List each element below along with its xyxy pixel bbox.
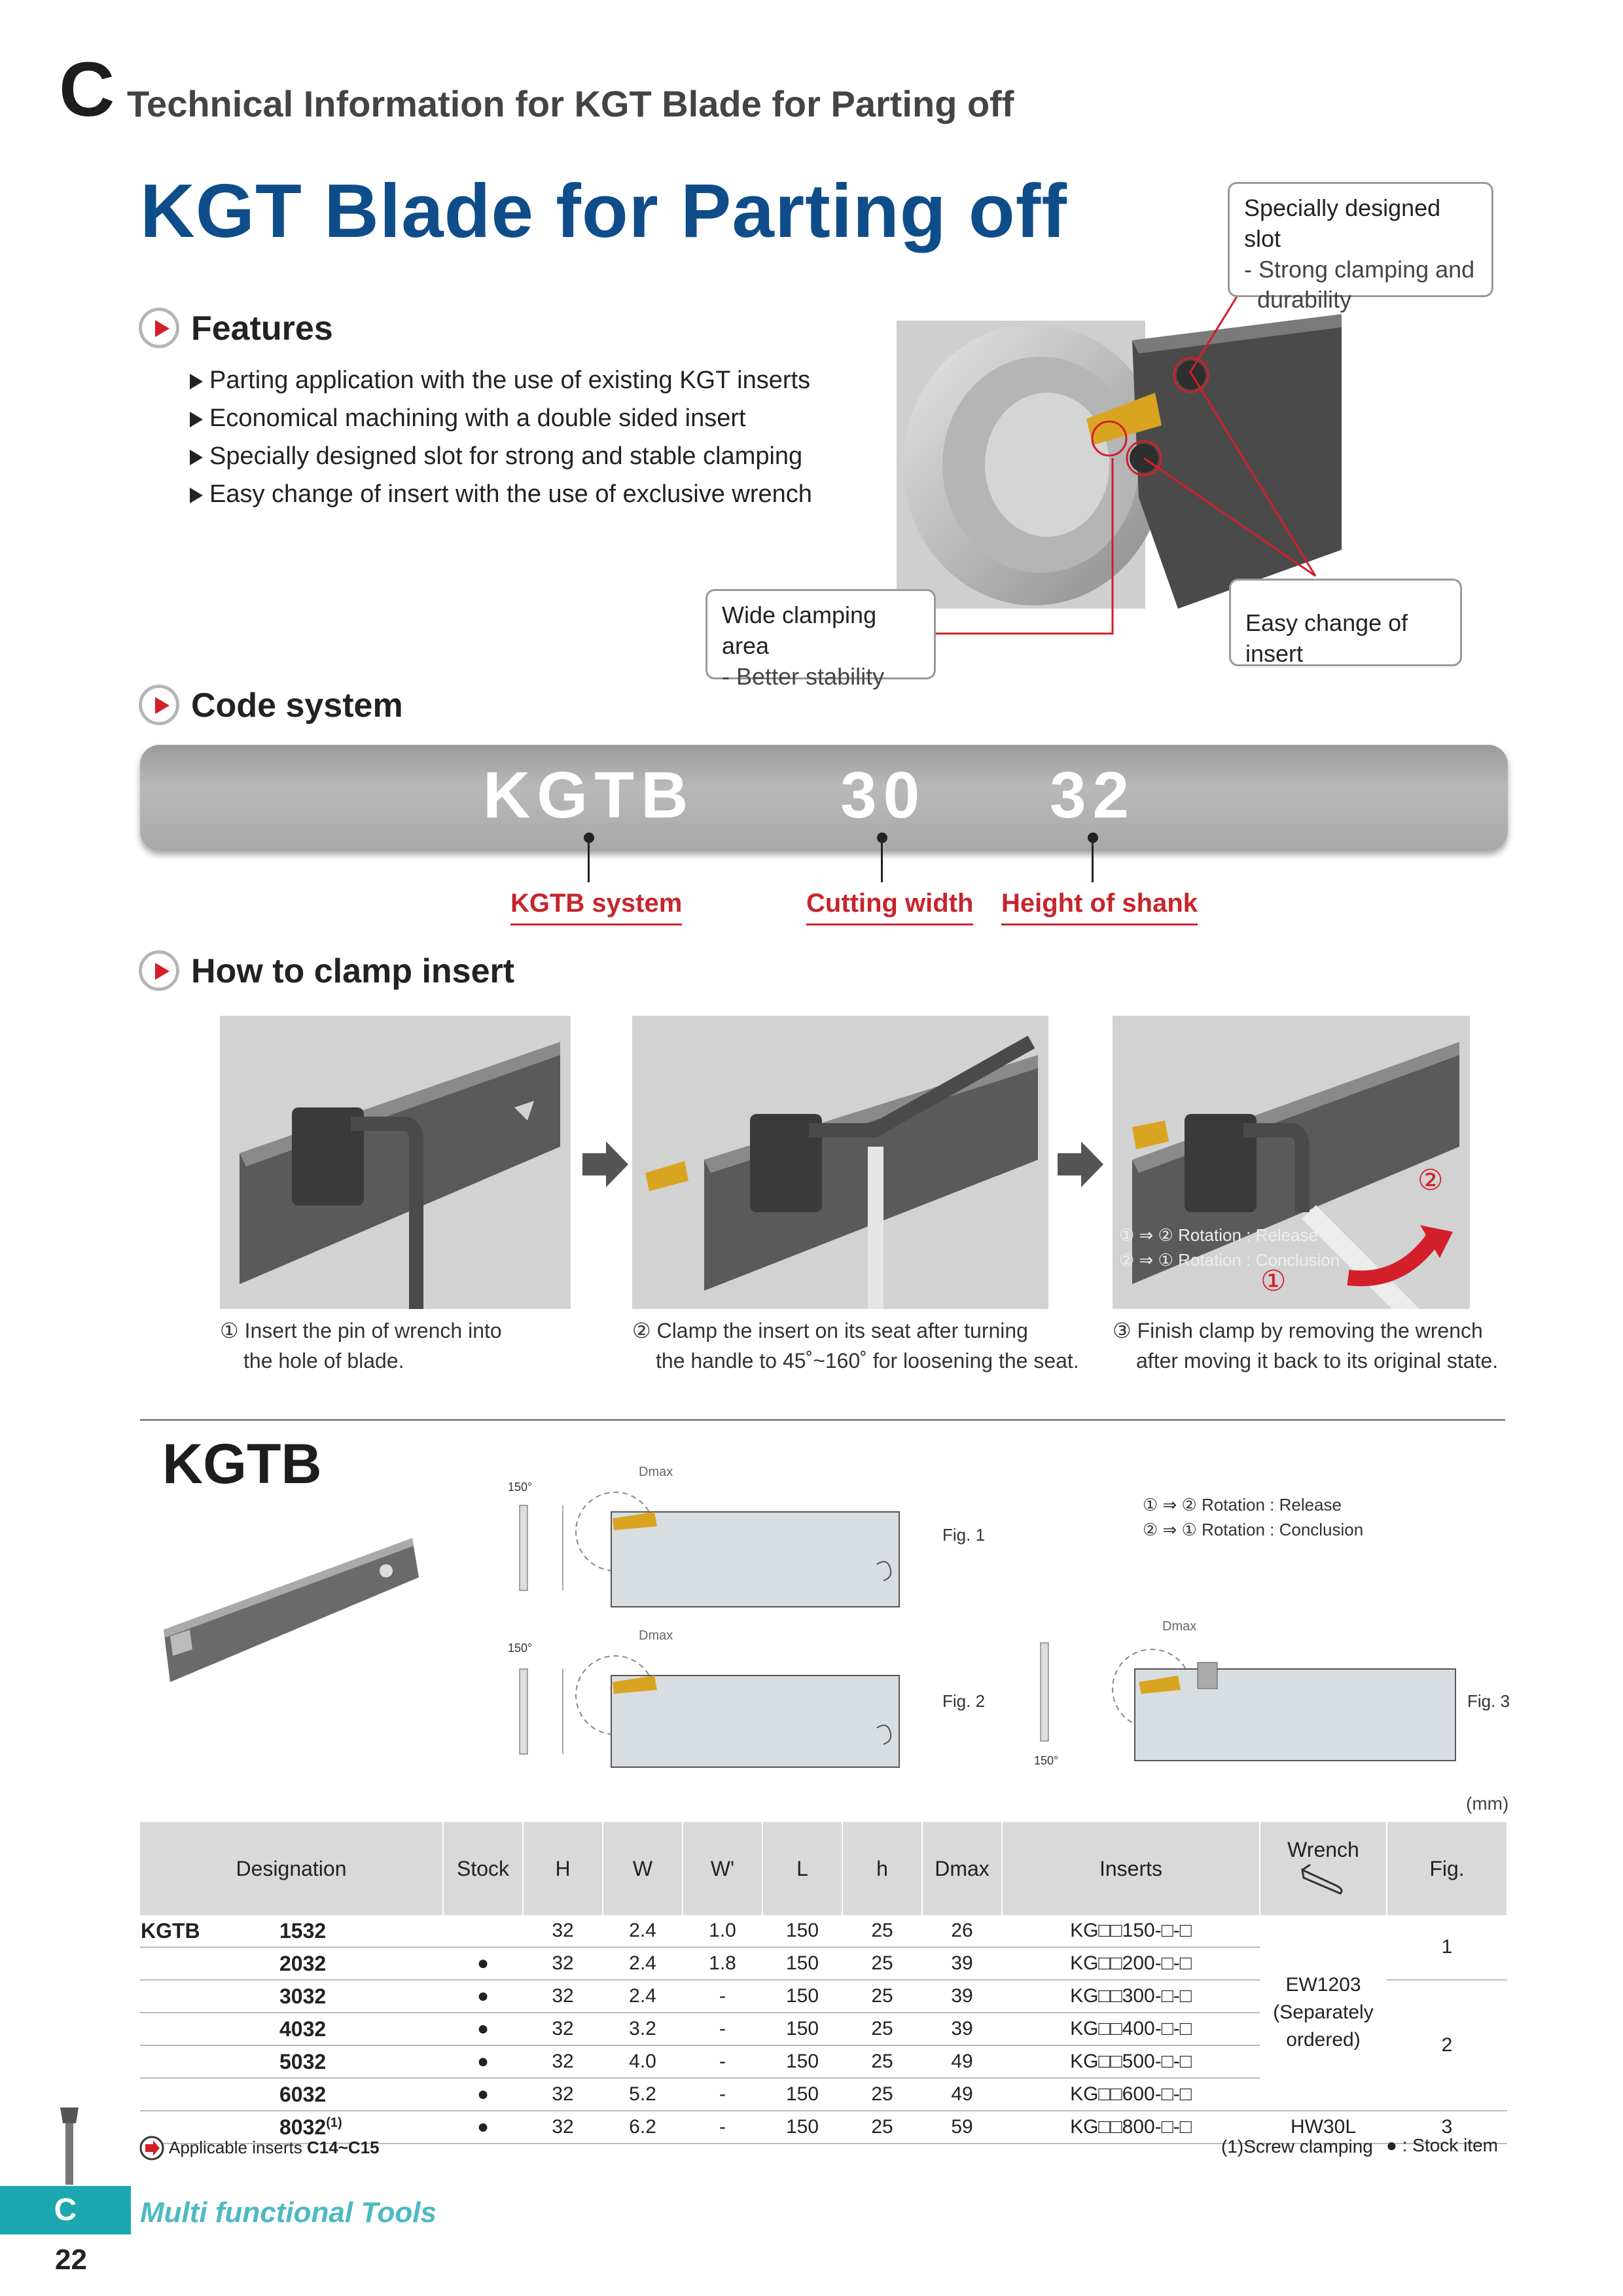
rotation-mark-1: ① [1260, 1265, 1287, 1297]
row-dmax: 49 [922, 2045, 1002, 2078]
row-code: 3032 [279, 1980, 443, 2013]
footer-section-tab[interactable]: C [0, 2186, 131, 2234]
row-W2: 1.8 [683, 1947, 762, 1980]
row-dmax: 39 [922, 1980, 1002, 2013]
kgtb-rotation-release: ① ⇒ ② Rotation : Release [1143, 1495, 1342, 1515]
row-stock: ● [443, 2013, 523, 2045]
col-wrench: Wrench [1260, 1822, 1387, 1915]
col-stock: Stock [443, 1822, 523, 1915]
page-title: KGT Blade for Parting off [140, 168, 1067, 253]
row-h: 25 [842, 1980, 922, 2013]
col-W: W [603, 1822, 683, 1915]
row-code: 8032$^{(1)}$ [279, 2111, 443, 2144]
row-W: 2.4 [603, 1947, 683, 1980]
clamp-heading: How to clamp insert [191, 952, 515, 990]
row-L: 150 [762, 2013, 842, 2045]
features-heading: Features [191, 310, 333, 348]
row-W2: - [683, 2045, 762, 2078]
code-connector [588, 843, 590, 882]
row-stock: ● [443, 2078, 523, 2111]
feature-item: Parting application with the use of existing KGT inserts [190, 367, 810, 395]
row-H: 32 [523, 2078, 603, 2111]
clamp-step-2-caption: ② Clamp the insert on its seat after turning the handle to 45˚~160˚ for loosening the seat. [632, 1319, 1079, 1373]
fig2-dmax: Dmax [639, 1628, 673, 1643]
row-stock [443, 1915, 523, 1947]
fig3-angle: 150° [1034, 1754, 1059, 1767]
row-insert: KG□□200-□-□ [1002, 1947, 1260, 1980]
applicable-inserts-note: Applicable inserts C14~C15 [169, 2138, 380, 2157]
row-code: 4032 [279, 2013, 443, 2045]
code-connector [881, 843, 883, 882]
label-height-of-shank: Height of shank [1001, 889, 1198, 925]
label-cutting-width: Cutting width [806, 889, 973, 925]
kgtb-rotation-conclusion: ② ⇒ ① Rotation : Conclusion [1143, 1520, 1364, 1539]
row-H: 32 [523, 2013, 603, 2045]
row-H: 32 [523, 2045, 603, 2078]
fig-2: 2 [1387, 1980, 1507, 2111]
code-system-heading: Code system [191, 687, 403, 725]
row-insert: KG□□800-□-□ [1002, 2111, 1260, 2144]
row-h: 25 [842, 2045, 922, 2078]
wrench-icon [1297, 1862, 1349, 1895]
fig1-dmax: Dmax [639, 1465, 673, 1479]
row-code: 2032 [279, 1947, 443, 1980]
row-H: 32 [523, 2111, 603, 2144]
code-dot [584, 833, 594, 843]
clamp-step-2-image [632, 1016, 1048, 1309]
callout-easy-change: Easy change of insert [1229, 579, 1462, 666]
col-W-prime: W' [683, 1822, 762, 1915]
fig3-drawing [1021, 1630, 1466, 1774]
row-dmax: 39 [922, 2013, 1002, 2045]
clamp-step-1-caption: ① Insert the pin of wrench into the hole of blade. [220, 1319, 502, 1373]
row-insert: KG□□600-□-□ [1002, 2078, 1260, 2111]
rotation-conclusion-note: ② ⇒ ① Rotation : Conclusion [1119, 1250, 1340, 1270]
row-h: 25 [842, 2013, 922, 2045]
row-dmax: 59 [922, 2111, 1002, 2144]
row-L: 150 [762, 2045, 842, 2078]
row-code: 5032 [279, 2045, 443, 2078]
row-stock: ● [443, 1980, 523, 2013]
row-W2: - [683, 1980, 762, 2013]
row-H: 32 [523, 1980, 603, 2013]
fig1-angle: 150° [508, 1480, 533, 1494]
row-insert: KG□□150-□-□ [1002, 1915, 1260, 1947]
reference-arrow-icon [139, 2135, 165, 2161]
fig2-drawing [484, 1630, 942, 1774]
fig1-drawing [484, 1466, 942, 1617]
fig2-label: Fig. 2 [942, 1691, 986, 1711]
clamp-step-1-image [220, 1016, 571, 1309]
code-connector [1092, 843, 1094, 882]
row-L: 150 [762, 1915, 842, 1947]
rotation-mark-2: ② [1418, 1164, 1444, 1196]
row-W2: - [683, 2078, 762, 2111]
row-insert: KG□□500-□-□ [1002, 2045, 1260, 2078]
code-dot [1088, 833, 1098, 843]
section-bullet-icon [139, 685, 179, 725]
code-kgtb: KGTB [483, 759, 695, 832]
col-dmax: Dmax [922, 1822, 1002, 1915]
fig3-label: Fig. 3 [1467, 1691, 1510, 1711]
col-designation: Designation [140, 1822, 443, 1915]
callout-wide-clamping-area: Wide clamping area - Better stability [705, 589, 936, 679]
wrench-hw30l: HW30L [1260, 2111, 1387, 2144]
kgtb-blade-photo [151, 1538, 425, 1708]
stock-item-note: ● : Stock item [1386, 2135, 1498, 2155]
spec-table [140, 1822, 1508, 2144]
row-stock: ● [443, 2045, 523, 2078]
row-h: 25 [842, 1947, 922, 1980]
row-h: 25 [842, 2111, 922, 2144]
label-kgtb-system: KGTB system [510, 889, 682, 925]
row-W2: - [683, 2111, 762, 2144]
rotation-release-note: ① ⇒ ② Rotation : Release [1119, 1225, 1318, 1245]
row-insert: KG□□300-□-□ [1002, 1980, 1260, 2013]
fig1-label: Fig. 1 [942, 1525, 986, 1545]
row-h: 25 [842, 2078, 922, 2111]
clamp-step-3-caption: ③ Finish clamp by removing the wrench after moving it back to its original state. [1113, 1319, 1499, 1373]
screw-clamping-note: (1)Screw clamping [1221, 2136, 1373, 2157]
col-fig: Fig. [1387, 1822, 1507, 1915]
section-divider [140, 1419, 1505, 1421]
row-W2: - [683, 2013, 762, 2045]
row-stock: ● [443, 1947, 523, 1980]
wrench-ew1203: EW1203 (Separately ordered) [1260, 1915, 1387, 2111]
row-W: 2.4 [603, 1915, 683, 1947]
row-L: 150 [762, 2111, 842, 2144]
side-tool-thumbnail [56, 2108, 82, 2185]
page-number: 22 [55, 2244, 87, 2276]
fig-3: 3 [1387, 2111, 1507, 2144]
code-width: 30 [840, 759, 927, 832]
kgtb-title: KGTB [162, 1433, 322, 1496]
col-inserts: Inserts [1002, 1822, 1260, 1915]
table-row [140, 1915, 1507, 1947]
row-W2: 1.0 [683, 1915, 762, 1947]
code-dot [877, 833, 887, 843]
row-code: 1532 [279, 1915, 443, 1947]
row-W: 3.2 [603, 2013, 683, 2045]
feature-item: Easy change of insert with the use of exclusive wrench [190, 480, 812, 509]
step-arrow-icon [582, 1141, 628, 1187]
row-H: 32 [523, 1915, 603, 1947]
unit-label: (mm) [1466, 1793, 1509, 1814]
code-height: 32 [1050, 759, 1136, 832]
row-H: 32 [523, 1947, 603, 1980]
row-dmax: 39 [922, 1947, 1002, 1980]
section-title: Technical Information for KGT Blade for Parting off [127, 83, 1014, 124]
col-h: h [842, 1822, 922, 1915]
step-arrow-icon [1058, 1141, 1103, 1187]
row-L: 150 [762, 2078, 842, 2111]
fig-1: 1 [1387, 1915, 1507, 1980]
row-dmax: 49 [922, 2078, 1002, 2111]
col-H: H [523, 1822, 603, 1915]
row-L: 150 [762, 1980, 842, 2013]
row-L: 150 [762, 1947, 842, 1980]
section-bullet-icon [139, 950, 179, 991]
callout-specially-designed-slot: Specially designed slot - Strong clamping and durability [1228, 182, 1493, 297]
fig2-angle: 150° [508, 1641, 533, 1655]
feature-item: Economical machining with a double sided insert [190, 404, 746, 433]
row-insert: KG□□400-□-□ [1002, 2013, 1260, 2045]
row-dmax: 26 [922, 1915, 1002, 1947]
table-header-row [140, 1822, 1507, 1915]
row-W: 2.4 [603, 1980, 683, 2013]
row-stock: ● [443, 2111, 523, 2144]
fig3-dmax: Dmax [1162, 1619, 1197, 1634]
section-letter: C [59, 46, 115, 133]
family-name: KGTB [140, 1915, 279, 1947]
row-code: 6032 [279, 2078, 443, 2111]
col-L: L [762, 1822, 842, 1915]
footer-title: Multi functional Tools [140, 2197, 437, 2229]
code-bar [140, 745, 1508, 851]
row-W: 4.0 [603, 2045, 683, 2078]
row-W: 6.2 [603, 2111, 683, 2144]
row-h: 25 [842, 1915, 922, 1947]
feature-item: Specially designed slot for strong and stable clamping [190, 442, 802, 471]
row-W: 5.2 [603, 2078, 683, 2111]
